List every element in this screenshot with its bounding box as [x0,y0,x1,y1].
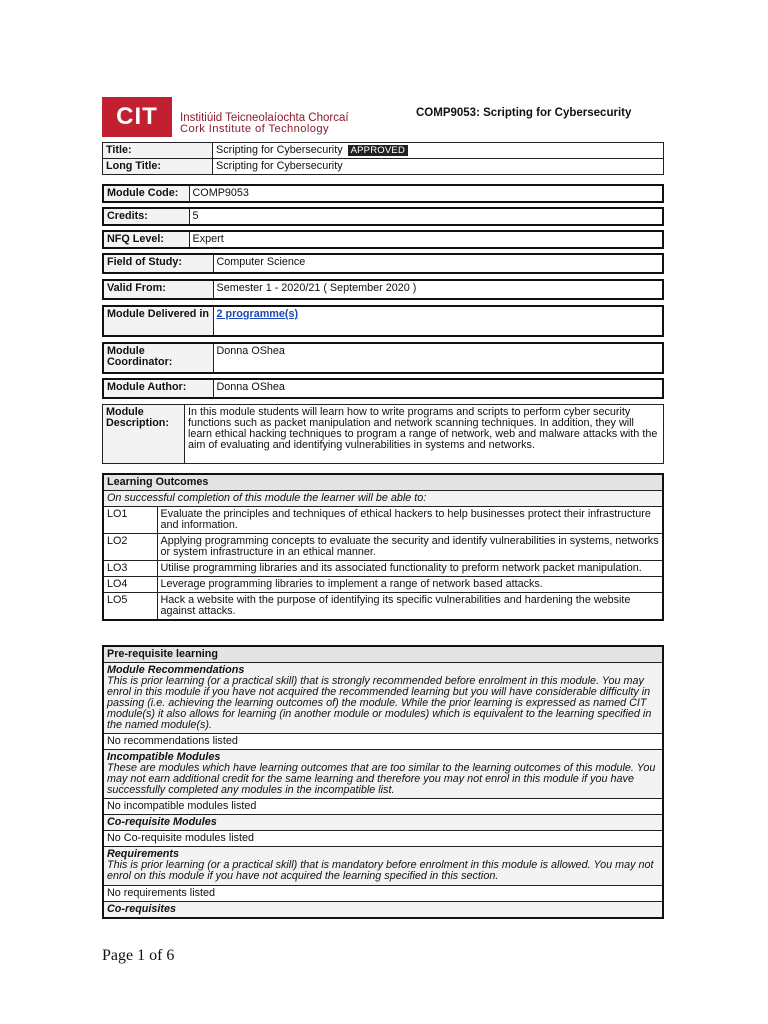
author-label: Module Author: [103,379,213,398]
page-title: COMP9053: Scripting for Cybersecurity [416,107,632,119]
lo-code: LO3 [103,561,157,577]
field-value: Computer Science [213,254,663,273]
nfq-label: NFQ Level: [103,231,189,248]
field-table [102,253,664,274]
learning-outcomes-heading: Learning Outcomes [103,474,663,491]
requirements-text: This is prior learning (or a practical skill) that is mandatory before enrolment in this module is allowed. You may not enrol on this module if you have not acquired the learning specified in this section. [107,859,654,882]
requirements-title: Requirements [107,848,179,860]
description-label: Module Description: [103,405,185,464]
cit-logo-mark: CIT [102,97,172,137]
lo-text: Evaluate the principles and techniques of ethical hackers to help businesses protect their infrastructure and information. [157,507,663,534]
title-label: Title: [103,143,213,159]
page-number: Page 1 of 6 [102,947,175,964]
field-label: Field of Study: [103,254,213,273]
coreq-title: Co-requisite Modules [103,815,663,831]
corequisites-title: Co-requisites [103,902,663,919]
module-code-label: Module Code: [103,185,189,202]
logo-english-name: Cork Institute of Technology [180,123,330,135]
delivered-table [102,305,664,337]
nfq-table [102,230,664,249]
status-badge: APPROVED [348,145,408,156]
coordinator-value: Donna OShea [213,343,663,373]
lo-code: LO4 [103,577,157,593]
requirements-block [103,847,663,886]
coreq-value: No Co-requisite modules listed [103,831,663,847]
lo-code: LO1 [103,507,157,534]
long-title-value: Scripting for Cybersecurity [213,159,664,175]
module-code-table [102,184,664,203]
description-table [102,404,664,464]
recommendations-text: This is prior learning (or a practical skill) that is strongly recommended before enrolment in this module. You may enrol in this module if you have not acquired the recommended learning but you will have considerable difficulty in passing (i.e. achieving the learning outcomes of) the module. While the prior learning is expressed as named CIT module(s) it also allows for learning (in another module or modules) which is equivalent to the learning specified in the named module(s). [107,675,652,731]
long-title-label: Long Title: [103,159,213,175]
recommendations-title: Module Recommendations [107,664,245,676]
requirements-value: No requirements listed [103,886,663,902]
title-table [102,142,664,175]
learning-outcomes-intro: On successful completion of this module the learner will be able to: [103,491,663,507]
delivered-label: Module Delivered in [103,306,213,336]
author-value: Donna OShea [213,379,663,398]
credits-label: Credits: [103,208,189,225]
description-value: In this module students will learn how to write programs and scripts to perform cyber security functions such as packet manipulation and network scanning techniques. In addition, they will learn ethical hacking techniques to program a range of network, web and malware attacks with the aim of evaluating and identifying vulnerabilities in systems and networks. [185,405,664,464]
incompatible-block [103,750,663,799]
recommendations-value: No recommendations listed [103,734,663,750]
lo-text: Hack a website with the purpose of identifying its specific vulnerabilities and hardening the website against attacks. [157,593,663,621]
programmes-link[interactable]: 2 programme(s) [216,308,299,320]
logo-irish-name: Institiúid Teicneolaíochta Chorcaí [180,112,349,124]
cit-logo [102,97,398,137]
lo-text: Applying programming concepts to evaluate the security and identify vulnerabilities in systems, networks or system infrastructure in an ethical manner. [157,534,663,561]
nfq-value: Expert [189,231,663,248]
prereq-table [102,645,664,919]
title-value: Scripting for Cybersecurity [216,144,343,156]
lo-text: Leverage programming libraries to implement a range of network based attacks. [157,577,663,593]
coordinator-label: Module Coordinator: [103,343,213,373]
author-table [102,378,664,399]
prereq-heading: Pre-requisite learning [103,646,663,663]
valid-label: Valid From: [103,280,213,299]
recommendations-block [103,663,663,734]
lo-code: LO5 [103,593,157,621]
title-cell [213,143,664,159]
credits-table [102,207,664,226]
lo-code: LO2 [103,534,157,561]
incompatible-text: These are modules which have learning outcomes that are too similar to the learning outcomes of this module. You may not earn additional credit for the same learning and therefore you may not enrol in this module if you have successfully completed any modules in the incompatible list. [107,762,656,796]
coordinator-table [102,342,664,374]
incompatible-title: Incompatible Modules [107,751,221,763]
credits-value: 5 [189,208,663,225]
valid-value: Semester 1 - 2020/21 ( September 2020 ) [213,280,663,299]
module-code-value: COMP9053 [189,185,663,202]
incompatible-value: No incompatible modules listed [103,799,663,815]
valid-table [102,279,664,300]
learning-outcomes-table [102,473,664,621]
lo-text: Utilise programming libraries and its associated functionality to preform network packet manipulation. [157,561,663,577]
